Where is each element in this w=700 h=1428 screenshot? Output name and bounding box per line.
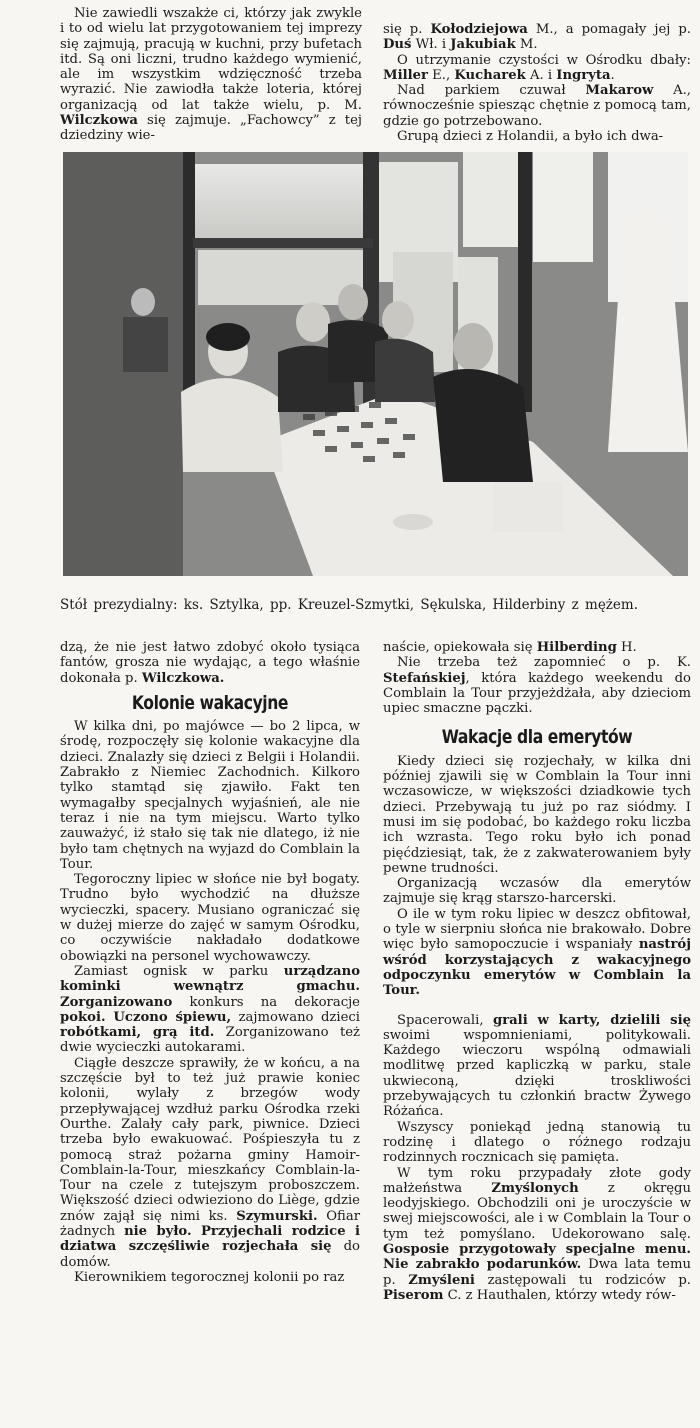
photo <box>63 152 688 576</box>
section-heading: Wakacje dla emerytów <box>441 726 633 749</box>
paragraph: Nie zawiedli wszakże ci, którzy jak zwykle i to od wielu lat przygotowaniem tej imprezy się zajmują, pracują w kuchni, przy bufetach itd. Są oni liczni, trudno każdego wymienić, ale im wszystkim wdzięczność trzeba wyrazić. Nie zawiodła także loteria, której organizacją od lat także wielu, p. M. Wilczkowa się zajmuje. „Fachowcy” z tej dziedziny wie- <box>60 6 362 144</box>
paragraph: Zamiast ognisk w parku urządzano kominki wewnątrz gmachu. Zorganizowano konkurs na dekoracje pokoi. Uczono śpiewu, zajmowano dzieci robótkami, grą itd. Zorganizowano też dwie wycieczki autokarami. <box>60 963 360 1056</box>
paragraph: Ciągłe deszcze sprawiły, że w końcu, a na szczęście był to też już prawie koniec kolonii, wylały z brzegów wody przepływającej wzdłuż parku Ośrodka rzeki Ourthe. Zalały cały park, piwnice. Dzieci trzeba było ewakuować. Pośpieszyła tu z pomocą straż pożarna gminy Hamoir-Comblain-la-Tour, mieszkańcy Comblain-la-Tour na czele z tutejszym proboszczem. Większość dzieci odwieziono do Liège, gdzie znów zajął się nimi ks. Szymurski. Ofiar żadnych nie było. Przyjechali rodzice i dziatwa szczęśliwie rozjechała się do domów. <box>60 1055 361 1270</box>
bottom-left-column <box>60 640 360 1285</box>
paragraph: Grupą dzieci z Holandii, a było ich dwa- <box>397 129 664 145</box>
paragraph: się p. Kołodziejowa M., a pomagały jej p. Duś Wł. i Jakubiak M. <box>383 22 692 53</box>
paragraph: Kiedy dzieci się rozjechały, w kilka dni później zjawili się w Comblain la Tour inni wczasowicze, w większości dziadkowie tych dzieci. Przebywają tu już po raz siódmy. I musi im się podobać, bo każdego roku liczba ich wzrasta. Tego roku było ich ponad pięćdziesiąt, tak, że z zakwaterowaniem były pewne trudności. <box>383 753 691 876</box>
paragraph: Nie trzeba też zapomnieć o p. K. Stefańskiej, która każdego weekendu do Comblain la Tour przyjeżdżała, aby dzieciom upiec smaczne pączki. <box>383 655 691 717</box>
paragraph: Organizacją wczasów dla emerytów zajmuje się krąg starszo-harcerski. <box>383 876 691 907</box>
paragraph: Nad parkiem czuwał Makarow A., równocześnie spiesząc chętnie z pomocą tam, gdzie go potrzebowano. <box>383 83 691 129</box>
paragraph: O ile w tym roku lipiec w deszcz obfitował, o tyle w sierpniu słońca nie brakowało. Dobre więc było samopoczucie i wspaniały nastrój wśród korzystających z wakacyjnego odpoczynku emerytów w Comblain la Tour. <box>383 906 691 999</box>
paragraph: W kilka dni, po majówce — bo 2 lipca, w środę, rozpoczęły się kolonie wakacyjne dla dzieci. Znalazły się dzieci z Belgii i Holandii. Zabrakło z Niemiec Zachodnich. Kilkoro tylko stamtąd się zjawiło. Fakt ten wymagałby specjalnych wyjaśnień, ale nie teraz i nie na tym miejscu. Warto tylko zauważyć, iż stało się tak nie dlatego, iż nie było tam chętnych na wyjazd do Comblain la Tour. <box>60 719 360 872</box>
paragraph: naście, opiekowała się Hilberding H. <box>383 640 637 655</box>
paragraph: W tym roku przypadały złote gody małżeństwa Zmyślonych z okręgu leodyjskiego. Obchodzili oni je uroczyście w swej miejscowości, ale i w Comblain la Tour o tym też pomyślano. Udekorowano salę. Gosposie przygotowały specjalne menu. Nie zabrakło podarunków. Dwa lata temu p. Zmyśleni zastępowali tu rodziców p. Piserom C. z Hauthalen, którzy wtedy rów- <box>383 1165 691 1303</box>
paragraph: O utrzymanie czystości w Ośrodku dbały: Miller E., Kucharek A. i Ingryta. <box>383 52 691 83</box>
paragraph: Spacerowali, grali w karty, dzielili się swoimi wspomnieniami, politykowali. Każdego wieczoru wspólną odmawiali modlitwę przed kapliczką w parku, stale ukwieconą, dzięki troskliwości przebywających tu członkiń bractw Żywego Różańca. <box>383 1012 691 1120</box>
paragraph: Wszyscy poniekąd jedną stanowią tu rodzinę i dlatego o różnego rodzaju rodzinnych rocznicach się pamięta. <box>383 1119 691 1166</box>
photo-icon <box>63 152 688 576</box>
top-left-column <box>60 6 362 144</box>
paragraph: dzą, że nie jest łatwo zdobyć około tysiąca fantów, grosza nie wydając, a tego właśnie dokonała p. Wilczkowa. <box>60 640 360 686</box>
photo-caption: Stół prezydialny: ks. Sztylka, pp. Kreuzel-Szmytki, Sękulska, Hilderbiny z mężem. <box>60 597 638 613</box>
paragraph: Tegoroczny lipiec w słońce nie był bogaty. Trudno było wychodzić na dłuższe wycieczki, spacery. Musiano ograniczać się w dużej mierze do zajęć w samym Ośrodku, co oczywiście nakładało dodatkowe obowiązki na personel wychowawczy. <box>60 872 360 964</box>
section-heading: Kolonie wakacyjne <box>131 691 289 714</box>
top-right-column <box>383 22 691 144</box>
paragraph: Kierownikiem tegorocznej kolonii po raz <box>74 1269 345 1285</box>
bottom-right-column <box>383 640 691 1303</box>
